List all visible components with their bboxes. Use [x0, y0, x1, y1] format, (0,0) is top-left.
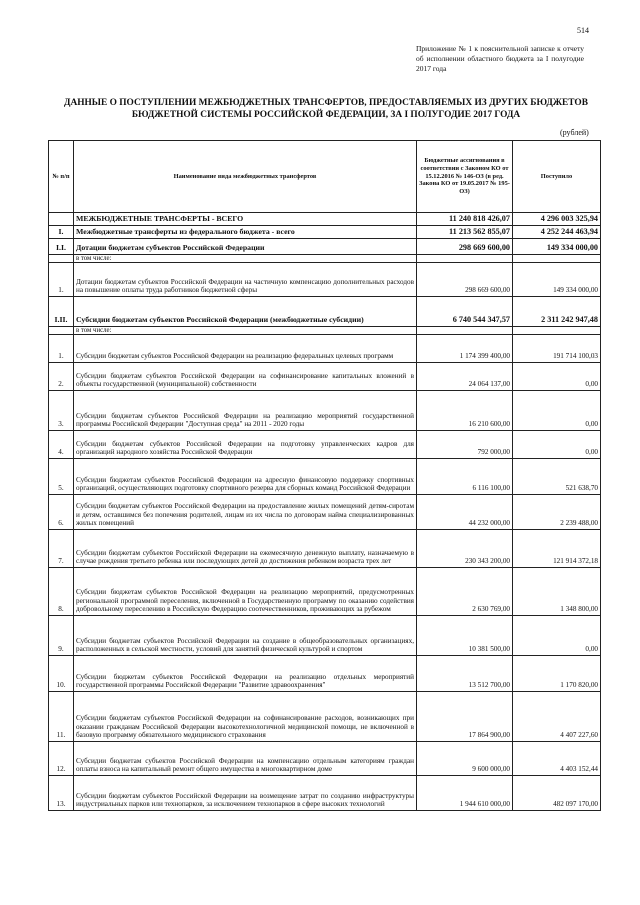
row-name: Субсидии бюджетам субъектов Российской Федерации на ежемесячную денежную выплату, назначаемую в случае рождения третьего ребенка или последующих детей до достижения ребенком возраста трех лет — [74, 530, 417, 568]
row-fact: 482 097 170,00 — [513, 776, 601, 811]
row-fact: 4 296 003 325,94 — [513, 213, 601, 226]
row-fact: 4 403 152,44 — [513, 742, 601, 776]
row-fact: 2 311 242 947,48 — [513, 297, 601, 327]
row-name: Субсидии бюджетам субъектов Российской Федерации на реализацию мероприятий государственной программы Российской Федерации "Доступная среда" на 2011 - 2020 годы — [74, 391, 417, 431]
page-number: 514 — [577, 26, 589, 35]
row-plan: 9 600 000,00 — [417, 742, 513, 776]
row-num: 6. — [49, 495, 74, 530]
row-fact: 4 407 227,60 — [513, 692, 601, 742]
row-name: Субсидии бюджетам субъектов Российской Федерации на реализацию федеральных целевых программ — [74, 335, 417, 363]
row-plan: 6 740 544 347,57 — [417, 297, 513, 327]
row-plan — [417, 327, 513, 335]
row-name: Субсидии бюджетам субъектов Российской Федерации на компенсацию отдельным категориям граждан оплаты взноса на капитальный ремонт общего имущества в многоквартирном доме — [74, 742, 417, 776]
row-name: Субсидии бюджетам субъектов Российской Федерации на подготовку управленческих кадров для организаций народного хозяйства Российской Федерации — [74, 431, 417, 459]
row-plan: 792 000,00 — [417, 431, 513, 459]
row-plan: 11 213 562 855,07 — [417, 226, 513, 239]
row-name: МЕЖБЮДЖЕТНЫЕ ТРАНСФЕРТЫ - ВСЕГО — [74, 213, 417, 226]
table-row — [49, 297, 601, 327]
row-num: 2. — [49, 363, 74, 391]
row-fact: 521 638,70 — [513, 459, 601, 495]
row-num: 9. — [49, 616, 74, 656]
row-num: 1. — [49, 335, 74, 363]
row-num: 8. — [49, 568, 74, 616]
row-plan: 17 864 900,00 — [417, 692, 513, 742]
row-fact: 149 334 000,00 — [513, 263, 601, 297]
table-row — [49, 263, 601, 297]
row-fact — [513, 327, 601, 335]
row-plan: 44 232 000,00 — [417, 495, 513, 530]
header-name: Наименование вида межбюджетных трансфертов — [74, 141, 417, 213]
row-plan: 10 381 500,00 — [417, 616, 513, 656]
row-fact: 0,00 — [513, 363, 601, 391]
table-row — [49, 692, 601, 742]
row-num — [49, 327, 74, 335]
row-name: Субсидии бюджетам субъектов Российской Федерации на реализацию отдельных мероприятий государственной программы Российской Федерации "Развитие здравоохранения" — [74, 656, 417, 692]
row-name: Субсидии бюджетам субъектов Российской Федерации на создание в общеобразовательных организациях, расположенных в сельской местности, условий для занятий физической культурой и спортом — [74, 616, 417, 656]
row-plan: 1 944 610 000,00 — [417, 776, 513, 811]
row-plan: 16 210 600,00 — [417, 391, 513, 431]
table-row — [49, 431, 601, 459]
table-row — [49, 776, 601, 811]
document-title: ДАННЫЕ О ПОСТУПЛЕНИИ МЕЖБЮДЖЕТНЫХ ТРАНСФЕРТОВ, ПРЕДОСТАВЛЯЕМЫХ ИЗ ДРУГИХ БЮДЖЕТОВ БЮДЖЕТНОЙ СИСТЕМЫ РОССИЙСКОЙ ФЕДЕРАЦИИ, ЗА I ПОЛУГОДИЕ 2017 ГОДА — [64, 98, 588, 120]
row-fact: 149 334 000,00 — [513, 239, 601, 255]
table-row — [49, 213, 601, 226]
row-num — [49, 213, 74, 226]
row-name: Субсидии бюджетам субъектов Российской Федерации на возмещение затрат по созданию инфраструктуры индустриальных парков или технопарков, за исключением технопарков в сфере высоких технологий — [74, 776, 417, 811]
row-name: Субсидии бюджетам субъектов Российской Федерации на софинансирование расходов, возникающих при оказании гражданам Российской Федерации высокотехнологичной медицинской помощи, не включенной в базовую программу обязательного медицинского страхования — [74, 692, 417, 742]
row-name: в том числе: — [74, 255, 417, 263]
table-row — [49, 459, 601, 495]
row-num: 11. — [49, 692, 74, 742]
table-row — [49, 568, 601, 616]
row-fact: 4 252 244 463,94 — [513, 226, 601, 239]
row-plan: 24 064 137,00 — [417, 363, 513, 391]
row-fact: 0,00 — [513, 391, 601, 431]
table-row — [49, 255, 601, 263]
table-row — [49, 335, 601, 363]
row-fact: 121 914 372,18 — [513, 530, 601, 568]
header-plan: Бюджетные ассигнования в соответствии с Законом КО от 15.12.2016 № 146-ОЗ (в ред. Закона КО от 19.05.2017 № 195-ОЗ) — [417, 141, 513, 213]
row-name: Межбюджетные трансферты из федерального бюджета - всего — [74, 226, 417, 239]
row-num: 3. — [49, 391, 74, 431]
transfers-table — [48, 140, 601, 811]
row-name: Субсидии бюджетам субъектов Российской Федерации на реализацию мероприятий, предусмотренных региональной программой переселения, включенной в Государственную программу по оказанию содействия добровольному переселению в Российскую Федерацию соотечественников, проживающих за рубежом — [74, 568, 417, 616]
row-name: Дотации бюджетам субъектов Российской Федерации на частичную компенсацию дополнительных расходов на повышение оплаты труда работников бюджетной сферы — [74, 263, 417, 297]
row-num: 1. — [49, 263, 74, 297]
table-row — [49, 530, 601, 568]
row-plan: 11 240 818 426,07 — [417, 213, 513, 226]
row-name: Дотации бюджетам субъектов Российской Федерации — [74, 239, 417, 255]
row-plan: 6 116 100,00 — [417, 459, 513, 495]
row-num: I.II. — [49, 297, 74, 327]
row-num: 4. — [49, 431, 74, 459]
header-fact: Поступило — [513, 141, 601, 213]
row-plan: 298 669 600,00 — [417, 263, 513, 297]
row-num: 13. — [49, 776, 74, 811]
row-name: Субсидии бюджетам субъектов Российской Федерации (межбюджетные субсидии) — [74, 297, 417, 327]
table-row — [49, 495, 601, 530]
row-name: в том числе: — [74, 327, 417, 335]
table-row — [49, 239, 601, 255]
row-plan: 298 669 600,00 — [417, 239, 513, 255]
row-plan: 13 512 700,00 — [417, 656, 513, 692]
row-num — [49, 255, 74, 263]
row-num: 5. — [49, 459, 74, 495]
units-label: (рублей) — [560, 128, 589, 137]
row-num: 7. — [49, 530, 74, 568]
row-num: I.I. — [49, 239, 74, 255]
row-num: I. — [49, 226, 74, 239]
table-row — [49, 363, 601, 391]
row-num: 10. — [49, 656, 74, 692]
table-row — [49, 327, 601, 335]
table-row — [49, 226, 601, 239]
row-name: Субсидии бюджетам субъектов Российской Федерации на предоставление жилых помещений детям-сиротам и детям, оставшимся без попечения родителей, лицам из их числа по договорам найма специализированных жилых помещений — [74, 495, 417, 530]
row-name: Субсидии бюджетам субъектов Российской Федерации на софинансирование капитальных вложений в объекты государственной (муниципальной) собственности — [74, 363, 417, 391]
row-plan: 2 630 769,00 — [417, 568, 513, 616]
row-fact: 0,00 — [513, 616, 601, 656]
row-fact: 0,00 — [513, 431, 601, 459]
row-fact: 1 170 820,00 — [513, 656, 601, 692]
row-fact: 1 348 800,00 — [513, 568, 601, 616]
row-fact: 191 714 100,03 — [513, 335, 601, 363]
table-row — [49, 742, 601, 776]
row-plan: 1 174 399 400,00 — [417, 335, 513, 363]
row-plan — [417, 255, 513, 263]
row-num: 12. — [49, 742, 74, 776]
table-row — [49, 391, 601, 431]
annex-note: Приложение № 1 к пояснительной записке к отчету об исполнении областного бюджета за I полугодие 2017 года — [416, 44, 584, 73]
header-num: № п/п — [49, 141, 74, 213]
table-header-row — [49, 141, 601, 213]
table-row — [49, 656, 601, 692]
row-plan: 230 343 200,00 — [417, 530, 513, 568]
row-fact: 2 239 488,00 — [513, 495, 601, 530]
row-fact — [513, 255, 601, 263]
table-row — [49, 616, 601, 656]
row-name: Субсидии бюджетам субъектов Российской Федерации на адресную финансовую поддержку спортивных организаций, осуществляющих подготовку спортивного резерва для сборных команд Российской Федерации — [74, 459, 417, 495]
